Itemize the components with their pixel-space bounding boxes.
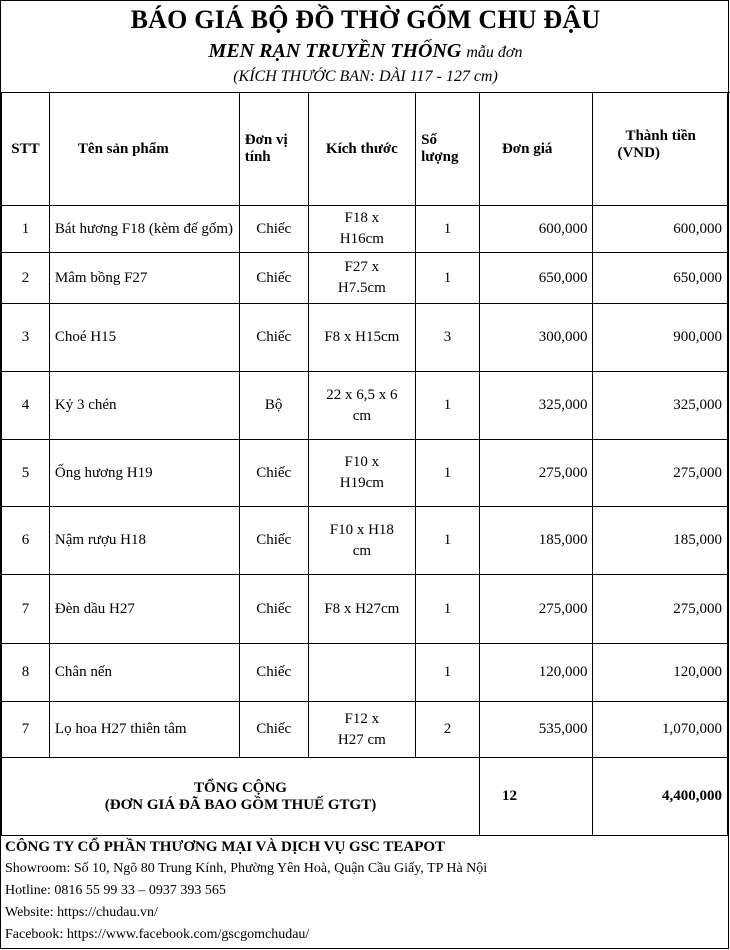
cell-total: 325,000 xyxy=(593,372,728,440)
page-title: BÁO GIÁ BỘ ĐỒ THỜ GỐM CHU ĐẬU xyxy=(130,5,601,34)
cell-size-line1: F8 x H15cm xyxy=(324,329,400,345)
col-unit xyxy=(239,93,308,206)
cell-qty: 1 xyxy=(416,440,480,507)
table-row xyxy=(2,507,728,575)
cell-size-line2: cm xyxy=(352,542,372,559)
cell-stt: 6 xyxy=(2,507,50,575)
summary-label-line2: (ĐƠN GIÁ ĐÃ BAO GỒM THUẾ GTGT) xyxy=(104,796,377,813)
cell-name: Kỷ 3 chén xyxy=(49,372,239,440)
cell-qty: 1 xyxy=(416,372,480,440)
cell-stt: 7 xyxy=(2,575,50,644)
table-header-row xyxy=(2,93,728,206)
footer xyxy=(1,836,730,946)
cell-stt: 7 xyxy=(2,702,50,758)
cell-total: 120,000 xyxy=(593,644,728,702)
table-row xyxy=(2,440,728,507)
showroom-address: Showroom: Số 10, Ngõ 80 Trung Kính, Phường Yên Hoà, Quận Cầu Giấy, TP Hà Nội xyxy=(5,861,488,876)
cell-unit: Chiếc xyxy=(239,702,308,758)
col-total xyxy=(593,93,728,206)
cell-size-line1: F18 x xyxy=(344,210,380,226)
table-row xyxy=(2,575,728,644)
cell-qty: 2 xyxy=(416,702,480,758)
table-row xyxy=(2,206,728,253)
summary-total: 4,400,000 xyxy=(593,758,728,836)
cell-price: 120,000 xyxy=(479,644,592,702)
summary-label-line1: TỔNG CỘNG xyxy=(194,779,287,796)
cell-size xyxy=(308,372,416,440)
summary-row xyxy=(2,758,728,836)
cell-qty: 3 xyxy=(416,304,480,372)
cell-name: Đèn dầu H27 xyxy=(49,575,239,644)
cell-size xyxy=(308,507,416,575)
cell-qty: 1 xyxy=(416,253,480,304)
cell-total: 1,070,000 xyxy=(593,702,728,758)
cell-unit: Chiếc xyxy=(239,304,308,372)
col-unit-line1: Đơn vị xyxy=(244,132,288,148)
cell-size xyxy=(308,702,416,758)
website-link[interactable]: Website: https://chudau.vn/ xyxy=(5,905,158,920)
cell-size-line1: F12 x xyxy=(344,710,380,727)
size-line: (KÍCH THƯỚC BAN: DÀI 117 - 127 cm) xyxy=(233,68,498,85)
cell-price: 600,000 xyxy=(479,206,592,253)
cell-name: Choé H15 xyxy=(49,304,239,372)
cell-stt: 3 xyxy=(2,304,50,372)
cell-total: 900,000 xyxy=(593,304,728,372)
cell-total: 650,000 xyxy=(593,253,728,304)
cell-size-line2: H19cm xyxy=(339,475,384,491)
cell-price: 185,000 xyxy=(479,507,592,575)
cell-stt: 4 xyxy=(2,372,50,440)
table-row xyxy=(2,372,728,440)
col-total-line1: Thành tiền xyxy=(625,128,696,144)
table-row xyxy=(2,702,728,758)
table-row xyxy=(2,644,728,702)
cell-size xyxy=(308,206,416,253)
summary-qty: 12 xyxy=(479,758,592,836)
cell-unit: Chiếc xyxy=(239,575,308,644)
cell-total: 275,000 xyxy=(593,575,728,644)
col-unit-line2: tính xyxy=(244,149,271,165)
hotline: Hotline: 0816 55 99 33 – 0937 393 565 xyxy=(5,883,226,898)
col-qty-line2: lượng xyxy=(421,149,459,165)
subtitle-note: mẫu đơn xyxy=(466,44,523,61)
cell-price: 650,000 xyxy=(479,253,592,304)
summary-label xyxy=(2,758,480,836)
col-qty xyxy=(416,93,480,206)
cell-name: Chân nến xyxy=(49,644,239,702)
cell-unit: Chiếc xyxy=(239,253,308,304)
cell-unit: Chiếc xyxy=(239,440,308,507)
cell-stt: 1 xyxy=(2,206,50,253)
cell-size-line1: F10 x xyxy=(344,454,380,470)
price-table xyxy=(1,92,728,836)
subtitle-text: MEN RẠN TRUYỀN THỐNG xyxy=(208,40,462,62)
cell-name: Mâm bồng F27 xyxy=(49,253,239,304)
cell-size xyxy=(308,575,416,644)
cell-price: 275,000 xyxy=(479,440,592,507)
cell-qty: 1 xyxy=(416,206,480,253)
cell-total: 600,000 xyxy=(593,206,728,253)
cell-qty: 1 xyxy=(416,507,480,575)
col-total-line2: (VND) xyxy=(617,145,660,161)
cell-qty: 1 xyxy=(416,575,480,644)
cell-size xyxy=(308,253,416,304)
col-name: Tên sản phẩm xyxy=(49,93,239,206)
cell-size-line2: H7.5cm xyxy=(337,280,386,296)
cell-price: 275,000 xyxy=(479,575,592,644)
cell-qty: 1 xyxy=(416,644,480,702)
header xyxy=(1,1,730,93)
company-name: CÔNG TY CỔ PHẦN THƯƠNG MẠI VÀ DỊCH VỤ GSC TEAPOT xyxy=(5,839,446,855)
cell-total: 275,000 xyxy=(593,440,728,507)
cell-size xyxy=(308,304,416,372)
cell-size-line2: H27 cm xyxy=(337,731,386,748)
col-size: Kích thước xyxy=(308,93,416,206)
cell-stt: 2 xyxy=(2,253,50,304)
cell-size-line1: F8 x H27cm xyxy=(324,600,400,617)
cell-name: Lọ hoa H27 thiên tâm xyxy=(49,702,239,758)
table-row xyxy=(2,304,728,372)
cell-name: Nậm rượu H18 xyxy=(49,507,239,575)
cell-unit: Chiếc xyxy=(239,644,308,702)
cell-name: Ống hương H19 xyxy=(49,440,239,507)
cell-size-line2: H16cm xyxy=(339,231,384,247)
cell-stt: 8 xyxy=(2,644,50,702)
col-price: Đơn giá xyxy=(479,93,592,206)
cell-size-line1: F10 x H18 xyxy=(329,521,394,538)
table-row xyxy=(2,253,728,304)
cell-price: 535,000 xyxy=(479,702,592,758)
cell-unit: Chiếc xyxy=(239,206,308,253)
page-subtitle xyxy=(1,40,730,63)
cell-size-line1: 22 x 6,5 x 6 xyxy=(326,386,398,403)
cell-size-line2: cm xyxy=(352,407,372,424)
col-stt: STT xyxy=(2,93,50,206)
cell-size-line1: F27 x xyxy=(344,259,380,275)
cell-size xyxy=(308,644,416,702)
cell-total: 185,000 xyxy=(593,507,728,575)
cell-price: 300,000 xyxy=(479,304,592,372)
cell-unit: Bộ xyxy=(239,372,308,440)
facebook-link[interactable]: Facebook: https://www.facebook.com/gscgomchudau/ xyxy=(5,927,310,942)
cell-size xyxy=(308,440,416,507)
cell-unit: Chiếc xyxy=(239,507,308,575)
cell-name: Bát hương F18 (kèm đế gốm) xyxy=(49,206,239,253)
cell-price: 325,000 xyxy=(479,372,592,440)
cell-stt: 5 xyxy=(2,440,50,507)
col-qty-line1: Số xyxy=(421,132,437,148)
